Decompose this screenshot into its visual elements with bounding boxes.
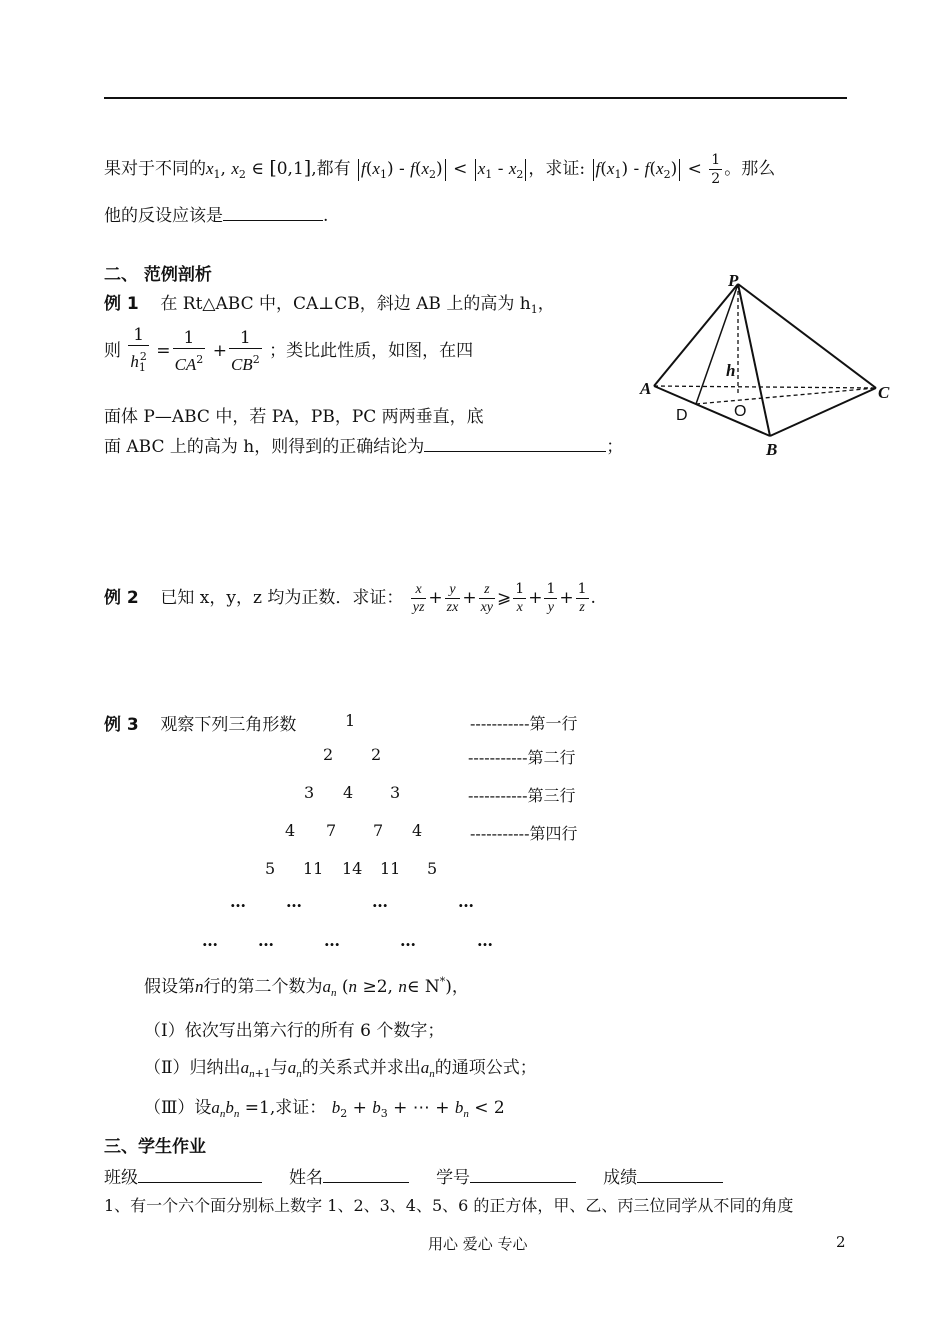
field-grade-label: 成绩 <box>603 1168 638 1188</box>
field-id-blank[interactable] <box>470 1168 576 1183</box>
example2-line: 例 2 已知 x，y，z 均为正数．求证： $\frac{x}{yz}$ + $\frac{y}{zx}$ + $\frac{z}{xy}$ ⩾ $\frac{1}{x}$ + $\frac{1}{y}$ + $\frac{1}{z}$ . <box>104 580 596 615</box>
tri-r4-n4: 4 <box>412 821 423 840</box>
tri-dots-r6-1: … <box>230 892 247 911</box>
example3-q3: （Ⅲ）设$a_nb_n =1$,求证： $b_2 + b_3$ + ⋯ + $b_n < 2$ <box>144 1098 505 1120</box>
line-PD <box>696 284 738 404</box>
tri-r5-n1: 5 <box>265 859 276 878</box>
edge-PC <box>738 284 876 388</box>
line-DC-hidden <box>696 388 876 404</box>
example3-label: 例 3 <box>104 715 139 735</box>
example1-label: 例 1 <box>104 294 139 314</box>
label-D: D <box>676 407 688 424</box>
row3-tag: -----------第三行 <box>468 786 576 805</box>
tri-r5-n3: 14 <box>342 859 363 878</box>
intro-prefix: 果对于不同的 <box>104 159 206 179</box>
tri-dots-r6-3: … <box>372 892 389 911</box>
tri-r3-n2: 4 <box>343 783 354 802</box>
tri-r3-n3: 3 <box>390 783 401 802</box>
page-number: 2 <box>836 1233 846 1251</box>
example3-q2: （Ⅱ）归纳出$a_{n+1}$与$a_n$的关系式并求出$a_n$的通项公式； <box>144 1058 537 1080</box>
row2-tag: -----------第二行 <box>468 748 576 767</box>
field-class-label: 班级 <box>104 1168 138 1188</box>
label-O: O <box>734 403 747 420</box>
header-rule <box>104 97 847 99</box>
tri-dots-r7-1: … <box>202 931 219 950</box>
example2-label: 例 2 <box>104 588 139 608</box>
tri-r5-n2: 11 <box>303 859 324 878</box>
tri-r1-n1: 1 <box>345 711 356 730</box>
tri-dots-r7-4: … <box>400 931 417 950</box>
example1-line-3: 面体 P—ABC 中，若 PA，PB，PC 两两垂直，底 <box>104 407 484 427</box>
tri-r5-n4: 11 <box>380 859 401 878</box>
label-P: P <box>728 271 739 290</box>
tri-dots-r7-5: … <box>477 931 494 950</box>
example1-line-1: 例 1 在 Rt△ABC 中，CA⊥CB，斜边 AB 上的高为 $h_1$， <box>104 294 555 316</box>
intro-cond: 都有 <box>316 159 351 179</box>
label-h: h <box>726 361 736 380</box>
label-B: B <box>766 440 778 459</box>
tri-dots-r7-3: … <box>324 931 341 950</box>
row1-tag: -----------第一行 <box>470 714 578 733</box>
intro-prove: 求证: <box>545 159 586 179</box>
edge-AC-hidden <box>654 386 876 388</box>
tri-r3-n1: 3 <box>304 783 315 802</box>
section3-title: 三、学生作业 <box>104 1137 206 1157</box>
example3-assume: 假设第n行的第二个数为$a_n$ (n ≥2, n∈ N*)， <box>144 975 469 999</box>
edge-AB <box>654 386 770 436</box>
intro-line-2: 他的反设应该是 . <box>104 206 329 226</box>
footer-text: 用心 爱心 专心 <box>428 1235 528 1253</box>
tri-dots-r7-2: … <box>258 931 275 950</box>
homework-q1: 1、有一个六个面分别标上数字 1、2、3、4、5、6 的正方体，甲、乙、丙三位同学从不同的角度 <box>104 1196 794 1215</box>
tri-r4-n1: 4 <box>285 821 296 840</box>
tri-dots-r6-4: … <box>458 892 475 911</box>
intro-line-1: 果对于不同的$x_1$, $x_2$ ∈ [0,1],都有 $f(x_1) - f(x_2) < x_1 - x_2$ ，求证: $f(x_1) - f(x_2)$ < $\frac{1}{2}$ 。那么 <box>104 151 776 187</box>
tri-r4-n3: 7 <box>373 821 384 840</box>
field-name-blank[interactable] <box>323 1168 409 1183</box>
label-A: A <box>640 379 652 398</box>
homework-fields <box>104 1163 723 1188</box>
field-class-blank[interactable] <box>138 1168 262 1183</box>
field-id-label: 学号 <box>436 1168 471 1188</box>
tri-r5-n5: 5 <box>427 859 438 878</box>
example1-line-2: 则 $\frac{1}{h_1^2}$ = $\frac{1}{CA^2}$ + $\frac{1}{CB^2}$ ；类比此性质，如图，在四 <box>104 324 474 374</box>
tri-r2-n2: 2 <box>371 745 382 764</box>
edge-BC <box>770 388 876 436</box>
label-C: C <box>878 383 890 402</box>
tri-r4-n2: 7 <box>326 821 337 840</box>
example3-header: 例 3 观察下列三角形数 <box>104 715 297 735</box>
tri-r2-n1: 2 <box>323 745 334 764</box>
field-grade-blank[interactable] <box>637 1168 723 1183</box>
tri-dots-r6-2: … <box>286 892 303 911</box>
intro-tail: 那么 <box>741 159 776 179</box>
example3-q1: （Ⅰ）依次写出第六行的所有 6 个数字； <box>144 1021 445 1041</box>
section2-title: 二、 范例剖析 <box>104 265 212 285</box>
row4-tag: -----------第四行 <box>470 824 578 843</box>
tetrahedron-figure <box>638 270 898 460</box>
example1-line-4: 面 ABC 上的高为 h，则得到的正确结论为 ； <box>104 437 624 457</box>
field-name-label: 姓名 <box>289 1168 324 1188</box>
